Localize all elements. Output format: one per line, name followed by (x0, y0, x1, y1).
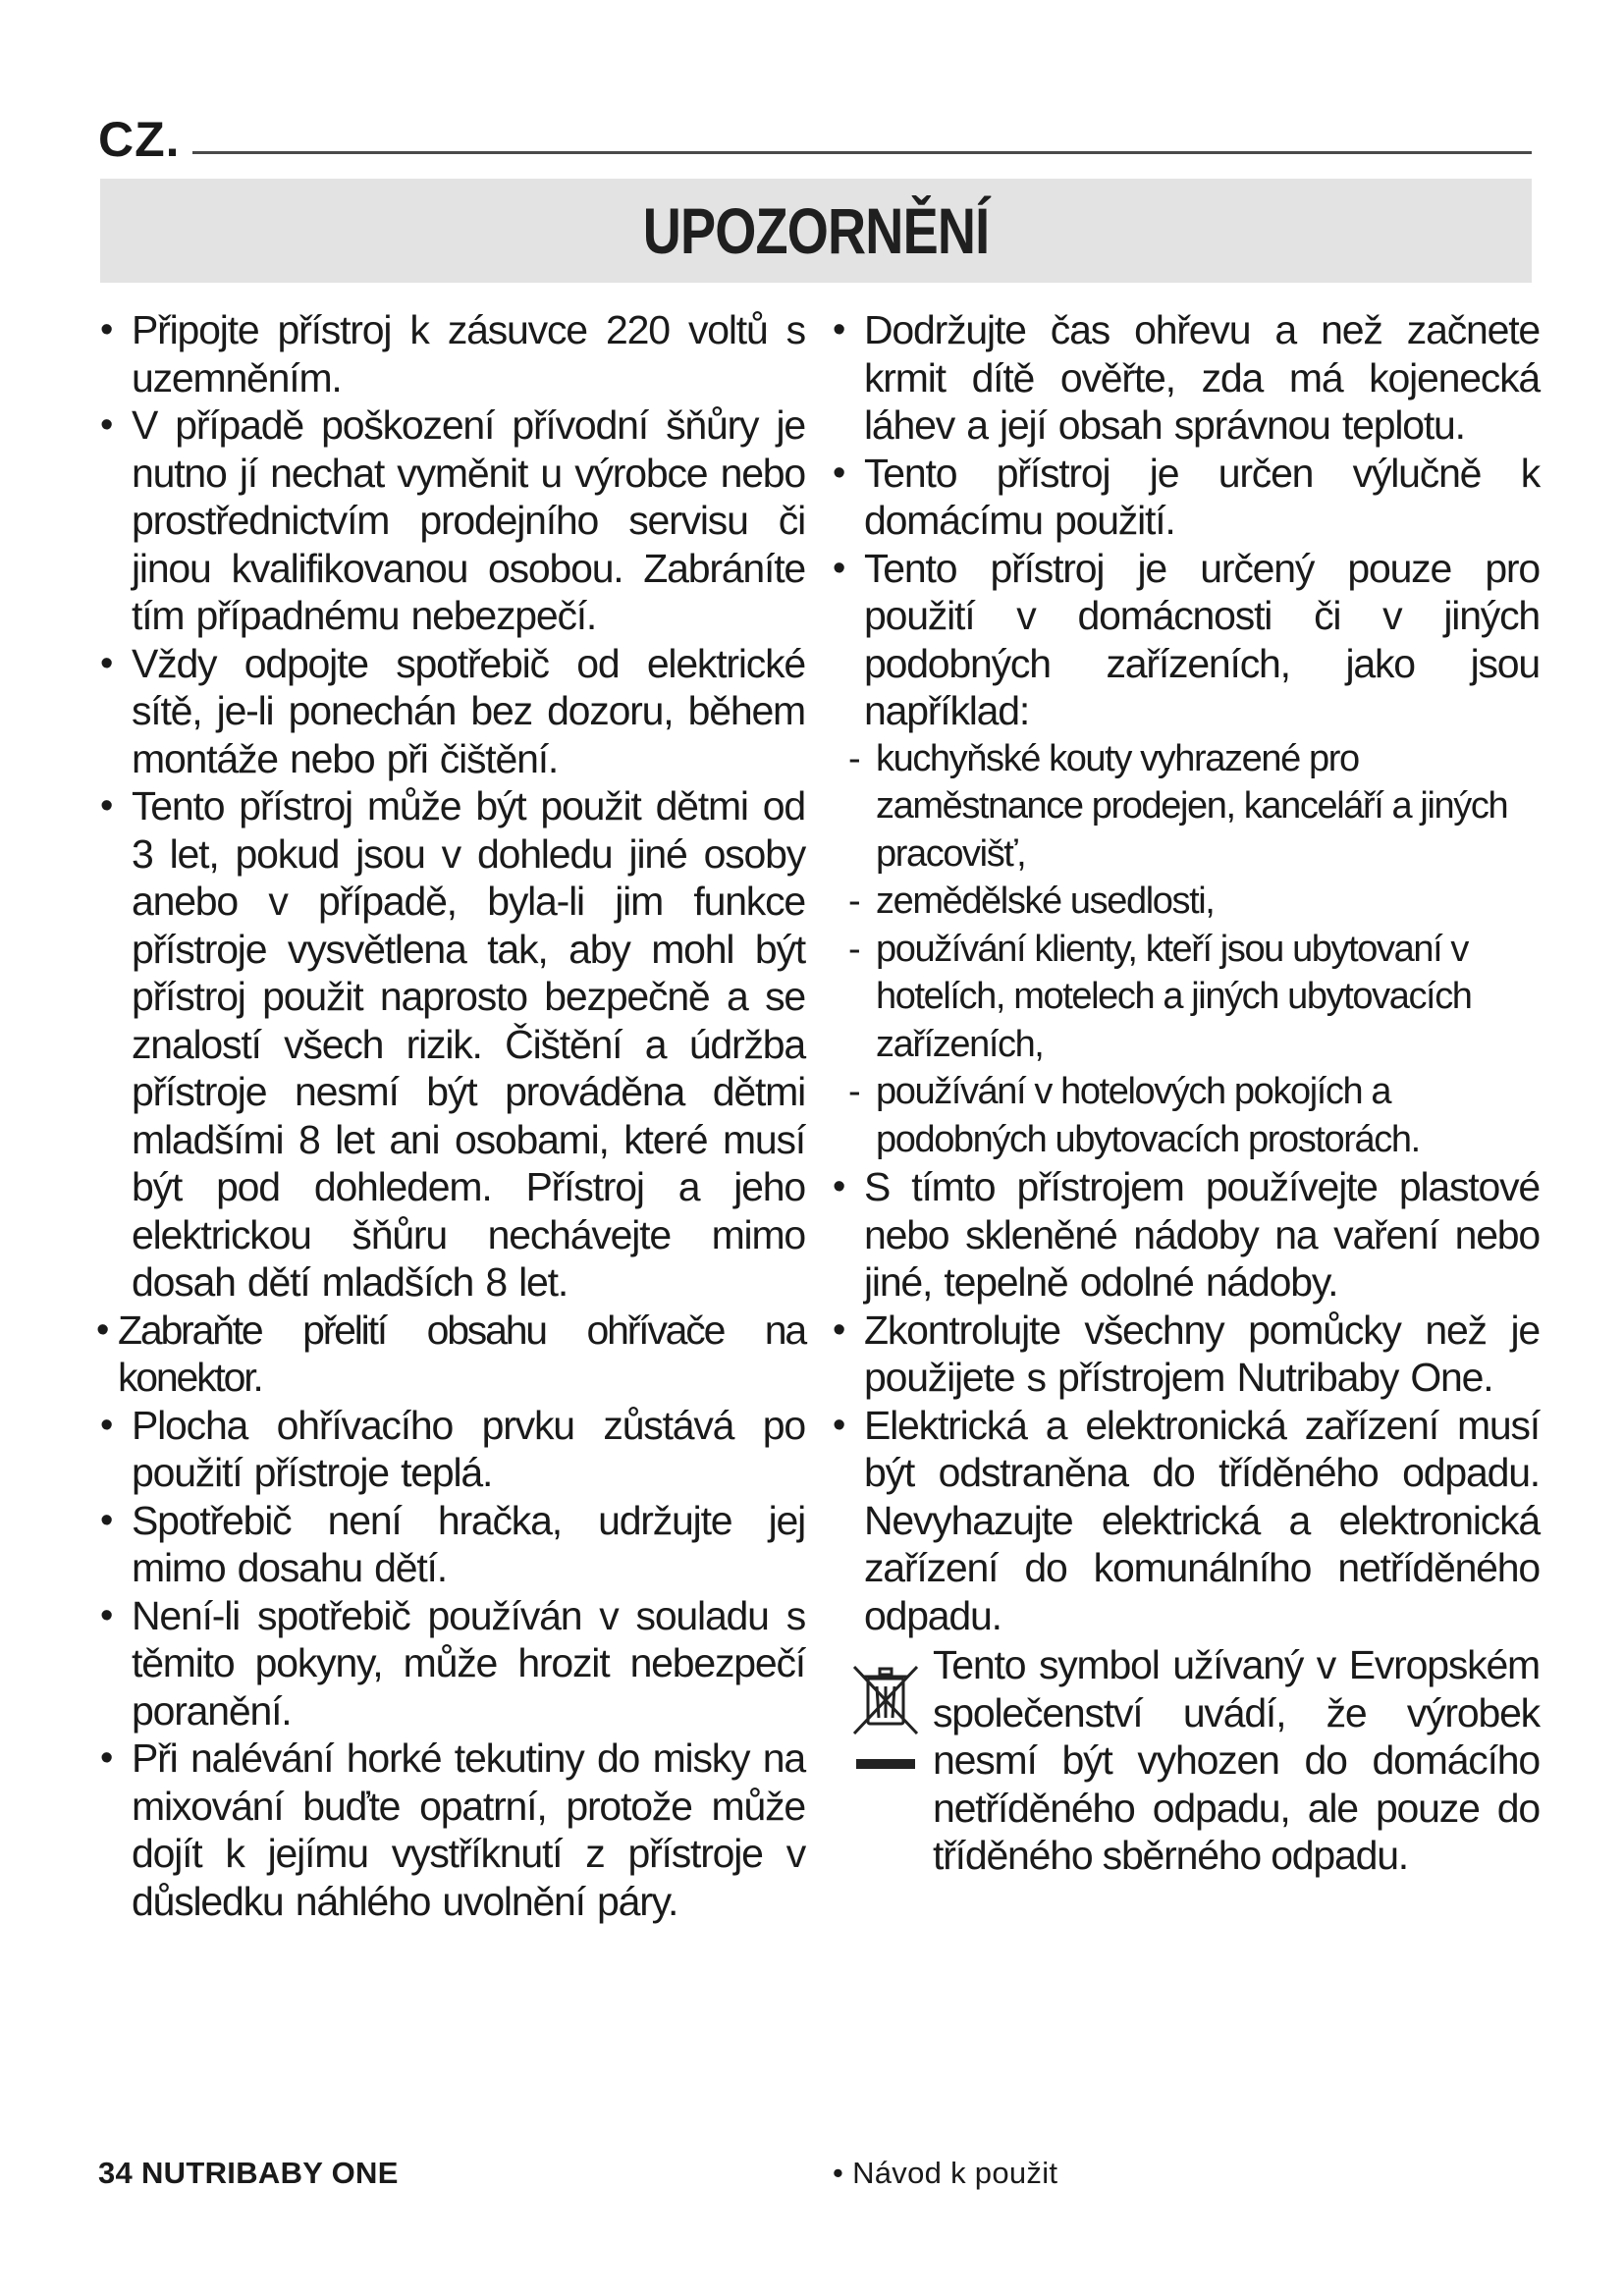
bullet-icon: • (100, 785, 113, 827)
list-item: • Není-li spotřebič používán v souladu s těmito pokyny, může hrozit nebezpečí poranění. (100, 1592, 805, 1734)
footer-manual-label: • Návod k použit (833, 2156, 1058, 2190)
dash-icon: - (848, 881, 860, 922)
list-item: • Zabraňte přelití obsahu ohřívače na konektor. (96, 1307, 805, 1400)
bullet-icon: • (100, 1737, 113, 1779)
header-rule (192, 151, 1532, 154)
language-code: CZ. (98, 112, 181, 167)
sub-list-item: - kuchyňské kouty vyhrazené pro zaměstnance prodejen, kanceláří a jiných pracovišť, (831, 735, 1540, 879)
list-item: • Připojte přístroj k zásuvce 220 voltů s uzemněním. (100, 307, 805, 400)
page-title: UPOZORNĚNÍ (642, 194, 990, 267)
list-item: • Plocha ohřívacího prvku zůstává po použití přístroje teplá. (100, 1402, 805, 1495)
list-item: • Vždy odpojte spotřebič od elektrické sítě, je-li ponechán bez dozoru, během montáže nebo při čištění. (100, 640, 805, 781)
list-item: • Dodržujte čas ohřevu a než začnete krmit dítě ověřte, zda má kojenecká láhev a její obsah správnou teplotu. (833, 307, 1540, 448)
bullet-icon: • (100, 1404, 113, 1446)
left-column (98, 306, 805, 1925)
dash-icon: - (848, 1071, 860, 1112)
list-item: • Spotřebič není hračka, udržujte jej mimo dosahu dětí. (100, 1497, 805, 1590)
list-item: • V případě poškození přívodní šňůry je nutno jí nechat vyměnit u výrobce nebo prostřednictvím prodejního servisu či jinou kvalifikovanou osobou. Zabráníte tím případnému nebezpečí. (100, 402, 805, 638)
bullet-icon: • (100, 1499, 113, 1541)
bullet-icon: • (833, 547, 845, 589)
list-item: • Zkontrolujte všechny pomůcky než je použijete s přístrojem Nutribaby One. (833, 1307, 1540, 1400)
bullet-icon: • (833, 1404, 845, 1446)
bullet-icon: • (100, 404, 113, 446)
bullet-icon: • (96, 1308, 108, 1351)
sub-list-item: - používání v hotelových pokojích a podobných ubytovacích prostorách. (831, 1068, 1540, 1163)
list-item: • Tento přístroj může být použit dětmi od 3 let, pokud jsou v dohledu jiné osoby anebo v případě, byla-li jim funkce přístroje vysvětlena tak, aby mohl být přístroj použit naprosto bezpečně a se znalostí všech rizik. Čištění a údržba přístroje nesmí být prováděna dětmi mladšími 8 let ani osobami, které musí být pod dohledem. Přístroj a jeho elektrickou šňůru nechávejte mimo dosah dětí mladších 8 let. (100, 783, 805, 1305)
bullet-icon: • (833, 452, 845, 494)
footer-page-label: 34 NUTRIBABY ONE (98, 2156, 399, 2190)
bullet-icon: • (100, 309, 113, 350)
bullet-icon: • (100, 642, 113, 684)
sub-list-item: - zemědělské usedlosti, (831, 878, 1540, 926)
weee-notice: Tento symbol užívaný v Evropském společenství uvádí, že výrobek nesmí být vyhozen do domácího netříděného odpadu, ale pouze do tříděného sběrného odpadu. (831, 1641, 1540, 1880)
list-item: • S tímto přístrojem používejte plastové nebo skleněné nádoby na vaření nebo jiné, tepelně odolné nádoby. (833, 1164, 1540, 1305)
bullet-icon: • (833, 309, 845, 350)
crossed-bin-icon (850, 1661, 921, 1779)
title-band (100, 179, 1532, 283)
list-item: • Elektrická a elektronická zařízení musí být odstraněna do tříděného odpadu. Nevyhazujte elektrická a elektronická zařízení do komunálního netříděného odpadu. (833, 1402, 1540, 1638)
dash-icon: - (848, 928, 860, 970)
bullet-icon: • (833, 1166, 845, 1207)
bullet-icon: • (833, 1308, 845, 1351)
sub-list-item: - používání klienty, kteří jsou ubytovaní v hotelích, motelech a jiných ubytovacích zařízeních, (831, 926, 1540, 1069)
list-item: • Tento přístroj je určen výlučně k domácímu použití. (833, 450, 1540, 543)
dash-icon: - (848, 737, 860, 779)
right-column (831, 306, 1540, 1880)
bullet-icon: • (100, 1594, 113, 1636)
list-item: • Tento přístroj je určený pouze pro použití v domácnosti či v jiných podobných zařízeních, jako jsou například: (833, 545, 1540, 733)
list-item: • Při nalévání horké tekutiny do misky na mixování buďte opatrní, protože může dojít k jejímu vystříknutí z přístroje v důsledku náhlého uvolnění páry. (100, 1735, 805, 1924)
